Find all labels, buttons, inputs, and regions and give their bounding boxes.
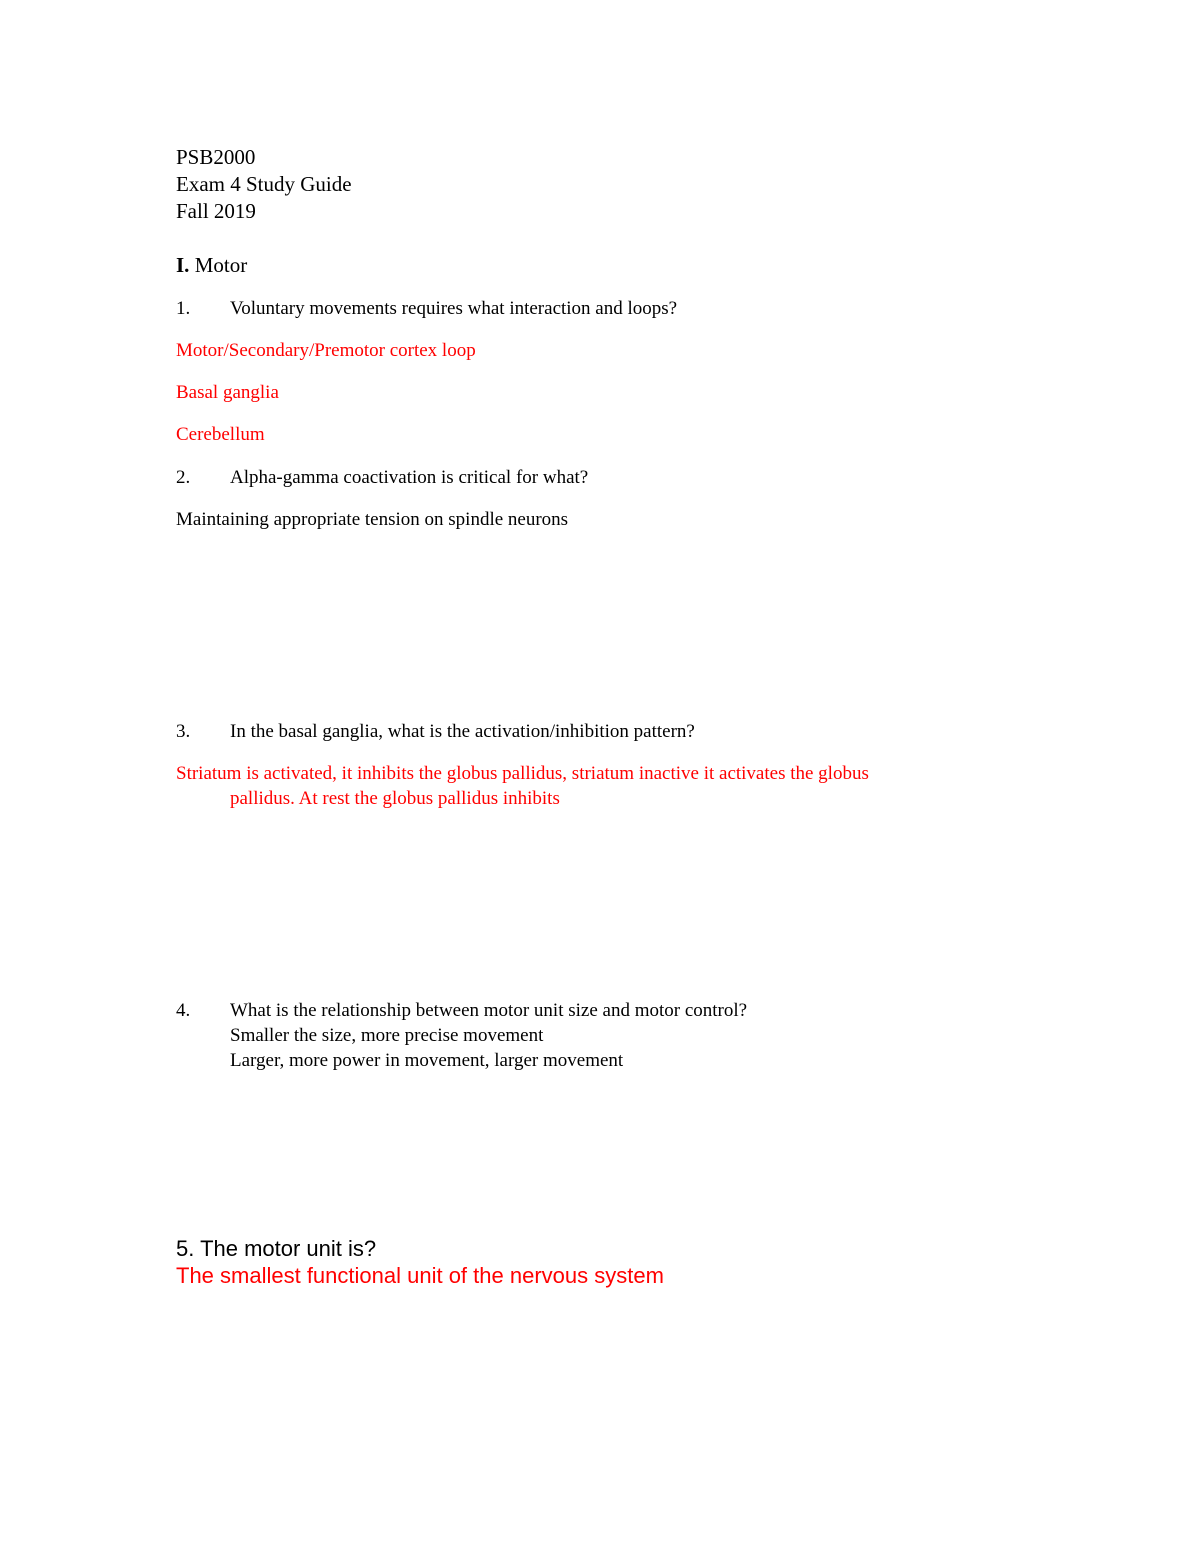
- question-number: 1.: [176, 298, 191, 319]
- document-title: Exam 4 Study Guide: [176, 172, 352, 196]
- section-name: Motor: [194, 253, 248, 277]
- answer-line: Smaller the size, more precise movement: [230, 1025, 544, 1046]
- answer-line: pallidus. At rest the globus pallidus inhibits: [230, 788, 560, 809]
- course-code: PSB2000: [176, 145, 256, 169]
- answer-line: Maintaining appropriate tension on spindle neurons: [176, 509, 569, 530]
- answer-line: Larger, more power in movement, larger movement: [230, 1050, 624, 1071]
- answer-line: The smallest functional unit of the nervous system: [176, 1263, 664, 1288]
- question-text: What is the relationship between motor unit size and motor control?: [230, 1000, 748, 1021]
- answer-line: Motor/Secondary/Premotor cortex loop: [176, 340, 476, 361]
- question-number: 3.: [176, 721, 191, 742]
- question-5: 5. The motor unit is?: [176, 1236, 377, 1261]
- question-text: In the basal ganglia, what is the activation/inhibition pattern?: [230, 721, 695, 742]
- term: Fall 2019: [176, 199, 256, 223]
- question-text: Alpha-gamma coactivation is critical for what?: [230, 467, 589, 488]
- section-numeral: I.: [176, 253, 190, 277]
- question-number: 4.: [176, 1000, 191, 1021]
- answer-line: Cerebellum: [176, 424, 265, 445]
- answer-line: Basal ganglia: [176, 382, 279, 403]
- answer-line: Striatum is activated, it inhibits the globus pallidus, striatum inactive it activates the globus: [176, 763, 869, 784]
- question-text: Voluntary movements requires what interaction and loops?: [230, 298, 678, 319]
- question-number: 2.: [176, 467, 191, 488]
- section-heading: [176, 251, 247, 279]
